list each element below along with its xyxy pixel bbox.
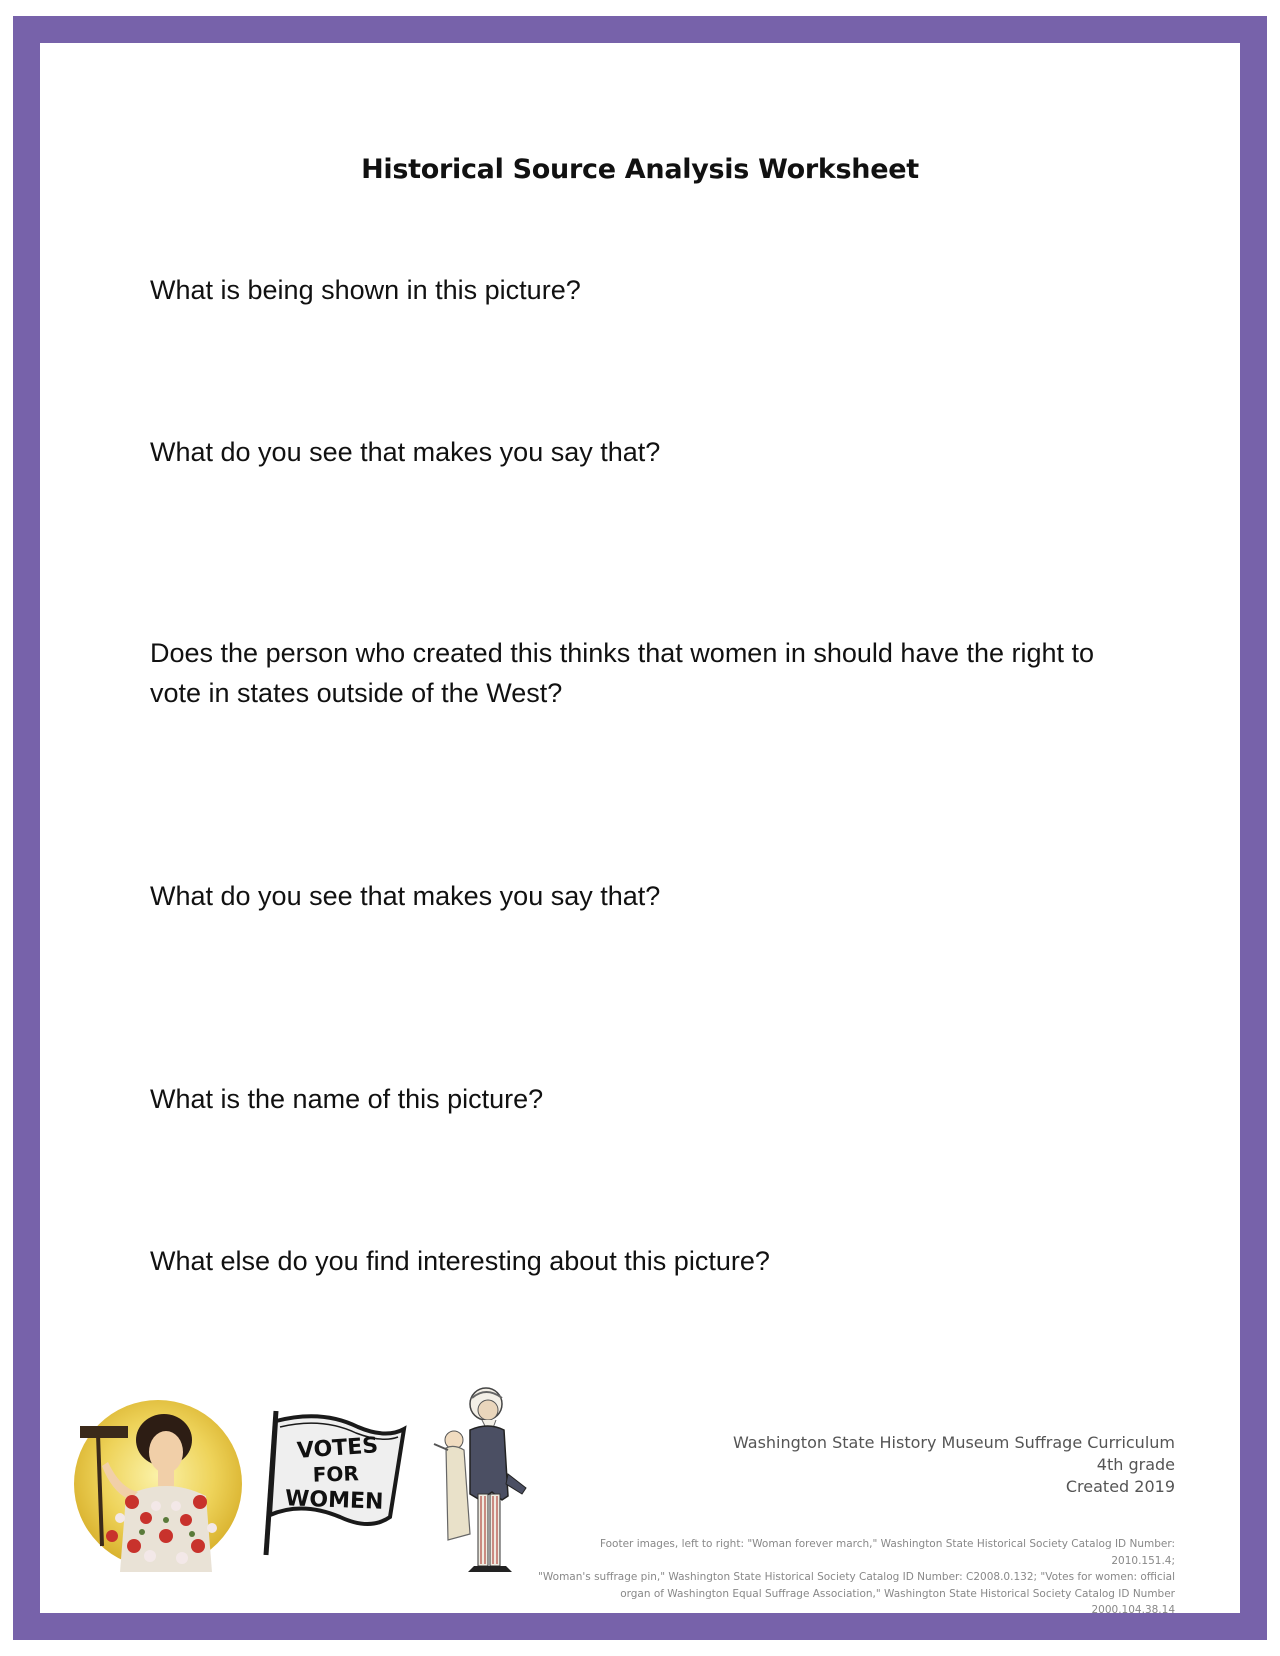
note-line-3: organ of Washington Equal Suffrage Association," Washington State Historical Society Catalog ID Number 2000.104.38.14	[620, 1587, 1175, 1616]
footer-image-note	[535, 1536, 1175, 1619]
question-6: What else do you find interesting about this picture?	[150, 1246, 770, 1276]
question-4: What do you see that makes you say that?	[150, 881, 661, 911]
votes-for-women-pennant-image	[262, 1405, 414, 1561]
pennant-line3: WOMEN	[284, 1486, 384, 1515]
uncle-sam-figure-image	[430, 1384, 540, 1580]
note-line-2: "Woman's suffrage pin," Washington State Historical Society Catalog ID Number: C2008.0.132; "Votes for women: official	[538, 1571, 1175, 1583]
question-3: Does the person who created this thinks that women in should have the right to vote in states outside of the West?	[150, 638, 1095, 708]
credit-line-1: Washington State History Museum Suffrage Curriculum	[732, 1433, 1175, 1452]
question-2: What do you see that makes you say that?	[150, 437, 661, 467]
pennant-line1: VOTES	[296, 1433, 379, 1464]
question-1: What is being shown in this picture?	[150, 275, 581, 305]
curriculum-credit	[733, 1432, 1175, 1498]
note-line-1: Footer images, left to right: "Woman forever march," Washington State Historical Society Catalog ID Number: 2010.151.4;	[599, 1538, 1175, 1567]
pennant-line2: FOR	[312, 1461, 360, 1487]
woman-forever-march-image	[72, 1396, 244, 1572]
credit-line-3: Created 2019	[1065, 1477, 1175, 1496]
credit-line-2: 4th grade	[1096, 1455, 1175, 1474]
worksheet-title: Historical Source Analysis Worksheet	[361, 154, 919, 185]
question-5: What is the name of this picture?	[150, 1084, 544, 1114]
